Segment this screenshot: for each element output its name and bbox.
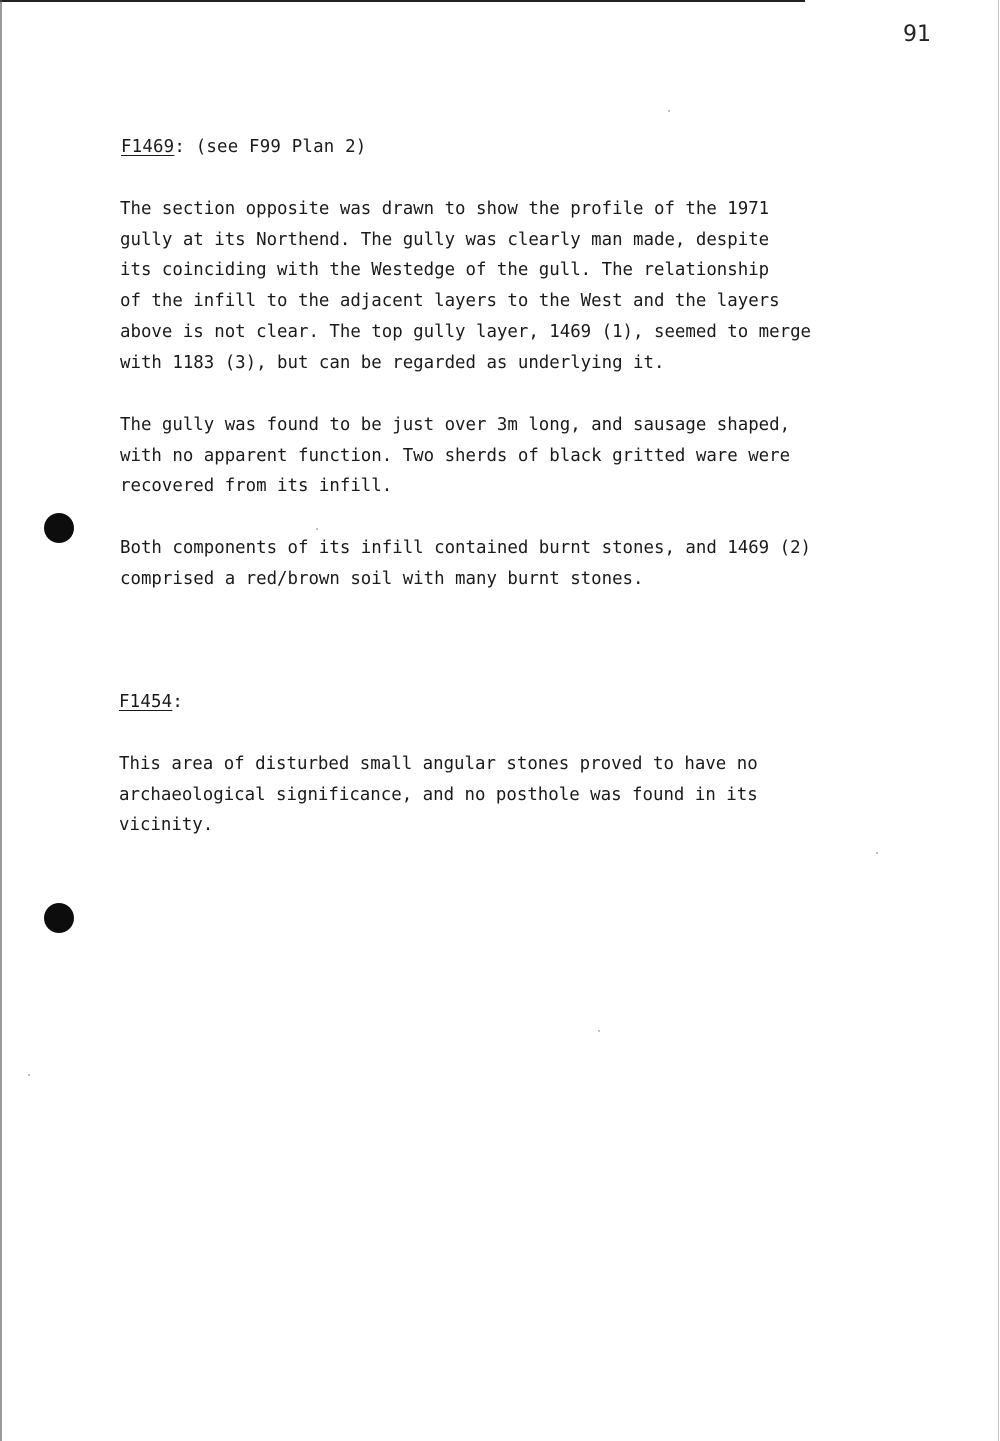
scan-speck [28,1074,30,1076]
page-top-edge [0,0,805,2]
punch-hole-upper [44,513,74,543]
heading-suffix: : (see F99 Plan 2) [174,137,367,157]
scan-speck [668,110,670,112]
paragraph-gully-shape: The gully was found to be just over 3m long, and sausage shaped, with no apparent function. Two sherds of black gritted ware were recovered from its infill. [120,415,791,497]
paragraph-infill: Both components of its infill contained burnt stones, and 1469 (2) comprised a red/brown soil with many burnt stones. [120,538,812,589]
feature-id: F1454 [119,692,173,712]
heading-suffix: : [172,692,184,712]
feature-id: F1469 [121,137,175,157]
paragraph-profile: The section opposite was drawn to show the profile of the 1971 gully at its Northend. The gully was clearly man made, despite its coinciding with the Westedge of the gull. The relationship of the infill to the adjacent layers to the West and the layers above is not clear. The top gully layer, 1469 (1), seemed to merge with 1183 (3), but can be regarded as underlying it. [120,199,812,373]
section-heading-f1454 [119,692,183,712]
scan-speck [316,528,318,530]
scan-speck [598,1030,600,1032]
paragraph-stones: This area of disturbed small angular stones proved to have no archaeological significance, and no posthole was found in its vicinity. [119,754,758,836]
punch-hole-lower [44,903,74,933]
page-right-edge [998,0,999,1441]
page-number: 91 [903,22,931,47]
section-heading-f1469 [121,137,366,157]
scan-speck [876,852,878,854]
page-left-edge [0,0,2,1441]
